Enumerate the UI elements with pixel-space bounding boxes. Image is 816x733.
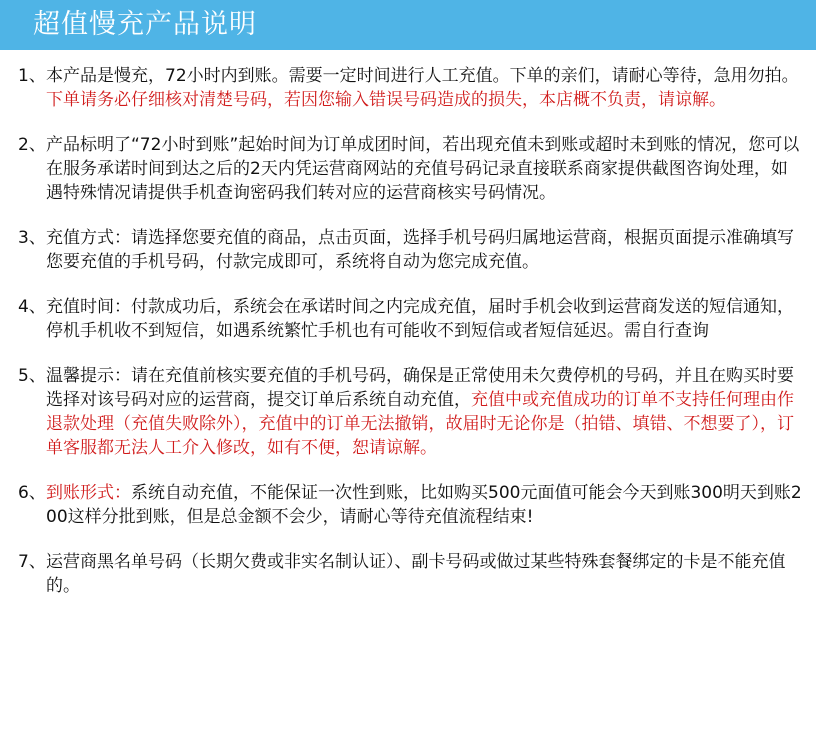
instructions-list <box>18 64 804 619</box>
item-body: 本产品是慢充，72小时内到账。需要一定时间进行人工充值。下单的亲们，请耐心等待，急用勿拍。 <box>46 66 799 86</box>
list-item-7 <box>18 550 804 598</box>
list-item-5 <box>18 364 804 460</box>
item-text <box>46 64 804 112</box>
item-number: 4、 <box>18 297 46 317</box>
item-number: 6、 <box>18 483 46 503</box>
page-title: 超值慢充产品说明 <box>33 9 257 40</box>
list-item-1 <box>18 64 804 112</box>
item-text: 充值时间：付款成功后，系统会在承诺时间之内完成充值，届时手机会收到运营商发送的短信通知，停机手机收不到短信，如遇系统繁忙手机也有可能收不到短信或者短信延迟。需自行查询 <box>46 297 794 341</box>
list-item-4 <box>18 295 804 343</box>
item-number: 5、 <box>18 366 46 386</box>
item-warning: 下单请务必仔细核对清楚号码，若因您输入错误号码造成的损失，本店概不负责，请谅解。 <box>46 90 726 110</box>
item-number: 2、 <box>18 135 46 155</box>
item-text: 运营商黑名单号码（长期欠费或非实名制认证）、副卡号码或做过某些特殊套餐绑定的卡是不能充值 的。 <box>46 552 786 596</box>
list-item-6 <box>18 481 804 529</box>
item-number: 1、 <box>18 66 46 86</box>
item-text: 产品标明了“72小时到账”起始时间为订单成团时间，若出现充值未到账或超时未到账的情况，您可以在服务承诺时间到达之后的2天内凭运营商网站的充值号码记录直接联系商家提供截图咨询处理，如遇特殊情况请提供手机查询密码我们转对应的运营商核实号码情况。 <box>46 135 800 203</box>
list-item-3 <box>18 226 804 274</box>
item-number: 7、 <box>18 552 46 572</box>
item-body: 温馨提示：请在充值前核实要充值的手机号码，确保是正常使用未欠费停机的号码，并且在购买时要选择对该号码对应的运营商，提交订单后系统自动充值， <box>46 366 794 410</box>
header-banner <box>0 0 816 50</box>
item-text: 充值方式：请选择您要充值的商品，点击页面，选择手机号码归属地运营商，根据页面提示准确填写您要充值的手机号码，付款完成即可，系统将自动为您完成充值。 <box>46 228 794 272</box>
item-warning: 充值中或充值成功的订单不支持任何理由作退款处理（充值失败除外），充值中的订单无法撤销，故届时无论你是（拍错、填错、不想要了），订单客服都无法人工介入修改，如有不便，恕请谅解。 <box>46 390 794 458</box>
list-item-2 <box>18 133 804 205</box>
item-text <box>46 364 804 460</box>
item-body: 系统自动充值，不能保证一次性到账，比如购买500元面值可能会今天到账300明天到账200这样分批到账，但是总金额不会少，请耐心等待充值流程结束! <box>46 483 802 527</box>
item-label: 到账形式： <box>46 483 131 503</box>
item-number: 3、 <box>18 228 46 248</box>
item-text <box>46 481 804 529</box>
